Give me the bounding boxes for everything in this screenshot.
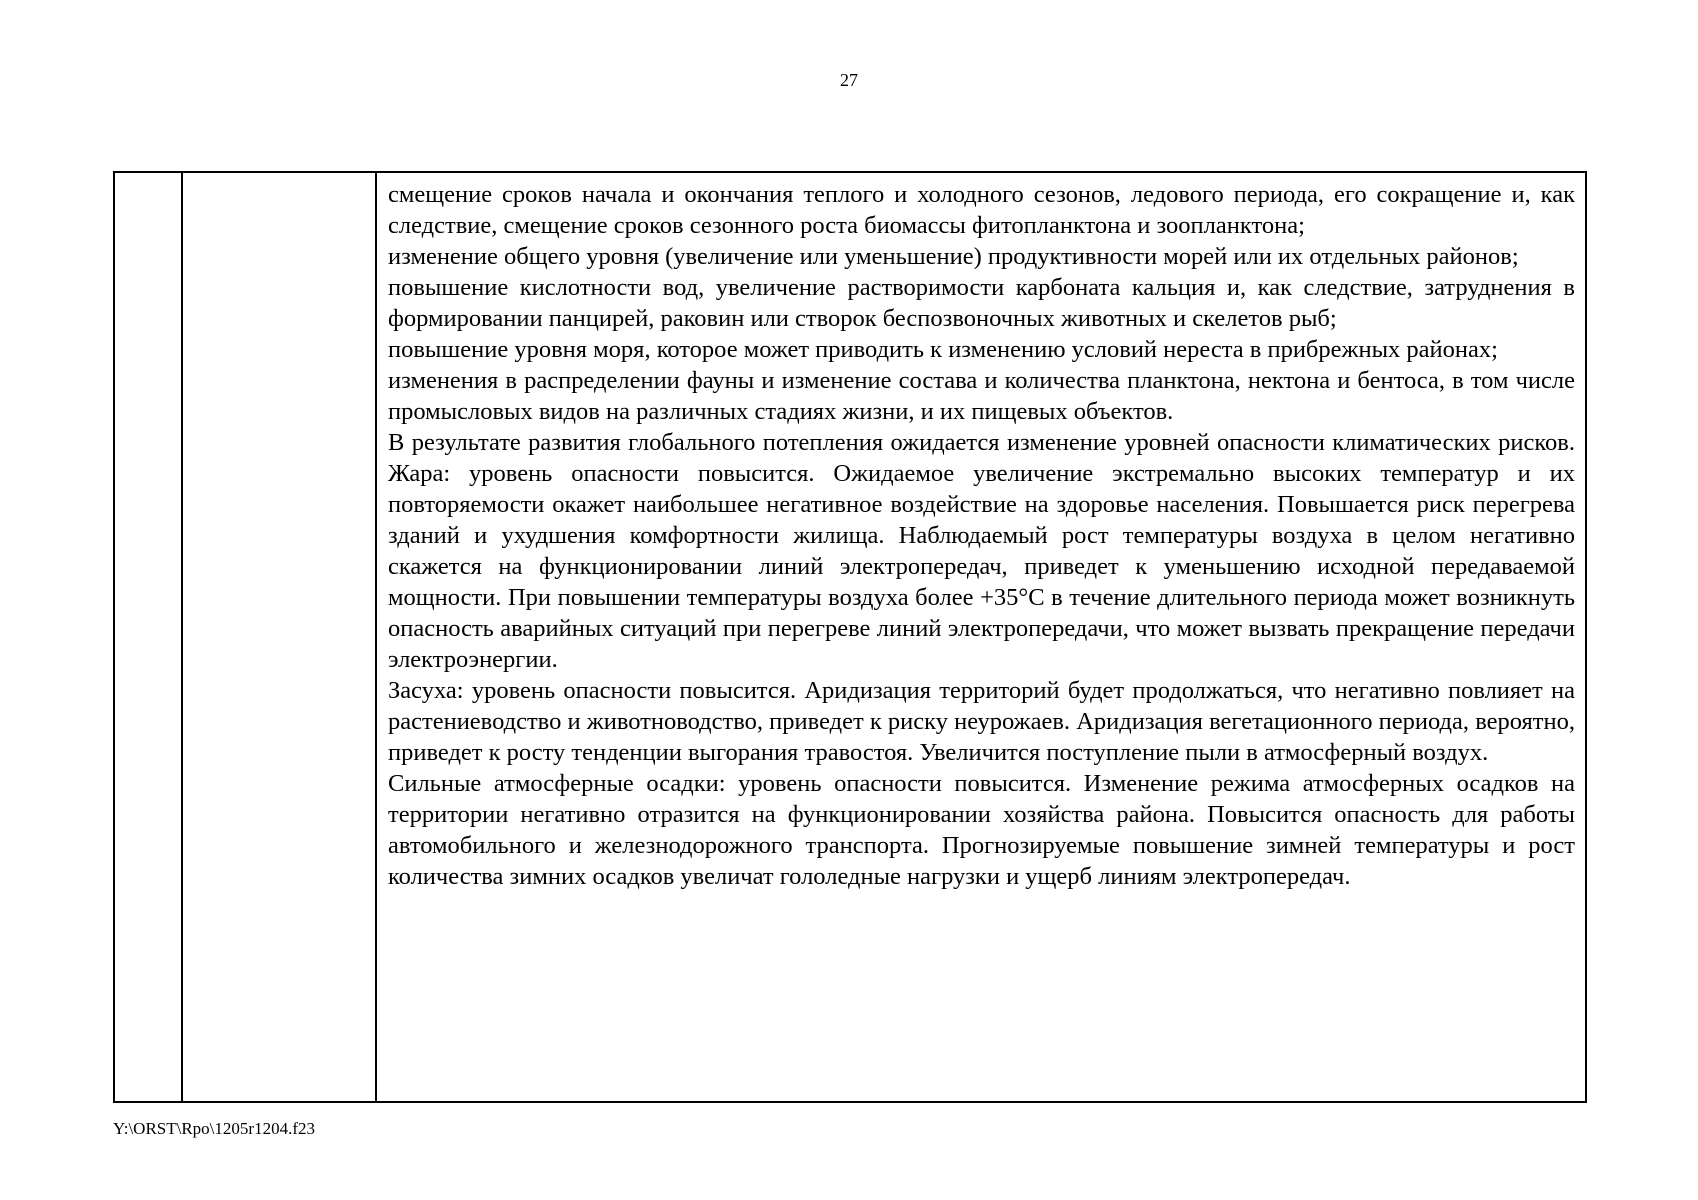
- paragraph-acidity: повышение кислотности вод, увеличение растворимости карбоната кальция и, как следствие, затруднения в формировании панцирей, раковин или створок беспозвоночных животных и скелетов рыб;: [388, 274, 1575, 332]
- footer-file-path: Y:\ORST\Rpo\1205r1204.f23: [113, 1119, 315, 1138]
- page-number: 27: [840, 70, 858, 90]
- table-cell-column-3: [377, 173, 1585, 1101]
- paragraph-sea-level: повышение уровня моря, которое может приводить к изменению условий нереста в прибрежных районах;: [388, 336, 1498, 363]
- table-cell-column-1: [115, 173, 183, 1101]
- paragraph-heat-risk: В результате развития глобального потепления ожидается изменение уровней опасности климатических рисков. Жара: уровень опасности повысится. Ожидаемое увеличение экстремально высоких температур и их повторяемости окажет наибольшее негативное воздействие на здоровье населения. Повышается риск перегрева зданий и ухудшения комфортности жилища. Наблюдаемый рост температуры воздуха в целом негативно скажется на функционировании линий электропередач, приведет к уменьшению исходной передаваемой мощности. При повышении температуры воздуха более +35°С в течение длительного периода может возникнуть опасность аварийных ситуаций при перегреве линий электропередачи, что может вызвать прекращение передачи электроэнергии.: [388, 429, 1575, 673]
- content-table: [113, 171, 1587, 1103]
- paragraph-productivity: изменение общего уровня (увеличение или уменьшение) продуктивности морей или их отдельных районов;: [388, 243, 1519, 270]
- table-cell-column-2: [183, 173, 377, 1101]
- paragraph-season-shift: смещение сроков начала и окончания теплого и холодного сезонов, ледового периода, его сокращение и, как следствие, смещение сроков сезонного роста биомассы фитопланктона и зоопланктона;: [388, 181, 1575, 239]
- paragraph-drought-risk: Засуха: уровень опасности повысится. Аридизация территорий будет продолжаться, что негативно повлияет на растениеводство и животноводство, приведет к риску неурожаев. Аридизация вегетационного периода, вероятно, приведет к росту тенденции выгорания травостоя. Увеличится поступление пыли в атмосферный воздух.: [388, 677, 1575, 766]
- paragraph-precipitation-risk: Сильные атмосферные осадки: уровень опасности повысится. Изменение режима атмосферных осадков на территории негативно отразится на функционировании хозяйства района. Повысится опасность для работы автомобильного и железнодорожного транспорта. Прогнозируемые повышение зимней температуры и рост количества зимних осадков увеличат гололедные нагрузки и ущерб линиям электропередач.: [388, 770, 1575, 890]
- paragraph-fauna: изменения в распределении фауны и изменение состава и количества планктона, нектона и бентоса, в том числе промысловых видов на различных стадиях жизни, и их пищевых объектов.: [388, 367, 1575, 425]
